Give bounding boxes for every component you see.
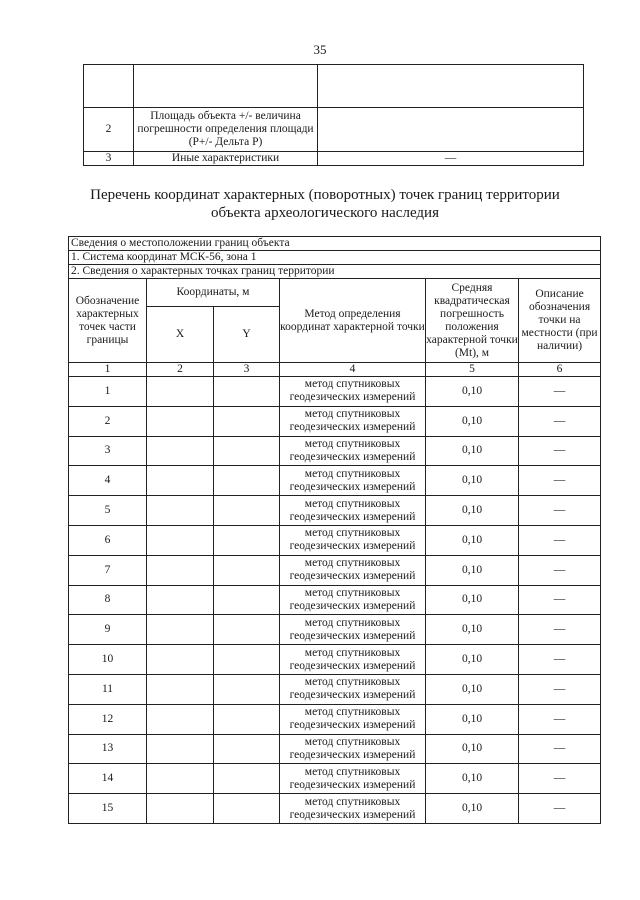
- characteristic-number: 3: [84, 152, 134, 166]
- column-number: 6: [519, 363, 601, 377]
- error-value: 0,10: [426, 406, 519, 436]
- error-value: 0,10: [426, 645, 519, 675]
- point-description: —: [519, 496, 601, 526]
- y-coordinate: [214, 436, 280, 466]
- error-value: 0,10: [426, 496, 519, 526]
- method-cell: метод спутниковых геодезических измерений: [280, 764, 426, 794]
- method-header: Метод определения координат характерной точки: [280, 279, 426, 363]
- point-description: —: [519, 734, 601, 764]
- error-value: 0,10: [426, 734, 519, 764]
- point-row: [69, 496, 601, 526]
- point-row: [69, 645, 601, 675]
- point-row: [69, 734, 601, 764]
- y-coordinate: [214, 525, 280, 555]
- y-coordinate: [214, 585, 280, 615]
- point-number: 12: [69, 704, 147, 734]
- characteristics-row: [84, 152, 584, 166]
- point-number: 8: [69, 585, 147, 615]
- characteristic-number: [84, 65, 134, 108]
- point-description: —: [519, 704, 601, 734]
- error-value: 0,10: [426, 674, 519, 704]
- characteristics-row: [84, 108, 584, 152]
- x-coordinate: [147, 704, 214, 734]
- method-cell: метод спутниковых геодезических измерений: [280, 585, 426, 615]
- point-number: 9: [69, 615, 147, 645]
- y-coordinate: [214, 764, 280, 794]
- error-value: 0,10: [426, 704, 519, 734]
- point-description: —: [519, 436, 601, 466]
- error-value: 0,10: [426, 525, 519, 555]
- point-description: —: [519, 794, 601, 824]
- method-cell: метод спутниковых геодезических измерений: [280, 674, 426, 704]
- x-coordinate: [147, 436, 214, 466]
- x-coordinate: [147, 615, 214, 645]
- y-coordinate: [214, 555, 280, 585]
- characteristic-name: Площадь объекта +/- величина погрешности определения площади (Р+/- Дельта Р): [134, 108, 318, 152]
- point-row: [69, 674, 601, 704]
- x-coordinate: [147, 645, 214, 675]
- x-coordinate: [147, 525, 214, 555]
- y-coordinate: [214, 734, 280, 764]
- characteristic-value: —: [318, 152, 584, 166]
- point-row: [69, 377, 601, 407]
- column-number: 2: [147, 363, 214, 377]
- description-header: Описание обозначения точки на местности (при наличии): [519, 279, 601, 363]
- characteristic-value: [318, 108, 584, 152]
- x-coordinate: [147, 406, 214, 436]
- x-coordinate: [147, 764, 214, 794]
- point-row: [69, 525, 601, 555]
- point-description: —: [519, 645, 601, 675]
- point-row: [69, 585, 601, 615]
- point-description: —: [519, 764, 601, 794]
- point-description: —: [519, 377, 601, 407]
- y-coordinate: [214, 377, 280, 407]
- y-coordinate: [214, 496, 280, 526]
- point-number: 14: [69, 764, 147, 794]
- point-row: [69, 704, 601, 734]
- y-coordinate: [214, 466, 280, 496]
- x-header: X: [147, 307, 214, 363]
- point-description: —: [519, 674, 601, 704]
- y-coordinate: [214, 615, 280, 645]
- page-number: 35: [313, 42, 327, 57]
- characteristic-number: 2: [84, 108, 134, 152]
- error-value: 0,10: [426, 764, 519, 794]
- column-number: 1: [69, 363, 147, 377]
- point-row: [69, 406, 601, 436]
- method-cell: метод спутниковых геодезических измерений: [280, 645, 426, 675]
- method-cell: метод спутниковых геодезических измерений: [280, 555, 426, 585]
- point-row: [69, 794, 601, 824]
- x-coordinate: [147, 377, 214, 407]
- x-coordinate: [147, 466, 214, 496]
- method-cell: метод спутниковых геодезических измерений: [280, 734, 426, 764]
- characteristic-name: Иные характеристики: [134, 152, 318, 166]
- error-value: 0,10: [426, 615, 519, 645]
- y-coordinate: [214, 406, 280, 436]
- point-number: 10: [69, 645, 147, 675]
- point-row: [69, 436, 601, 466]
- error-value: 0,10: [426, 585, 519, 615]
- point-row: [69, 615, 601, 645]
- characteristics-row: [84, 65, 584, 108]
- point-description: —: [519, 466, 601, 496]
- section-heading: [60, 186, 590, 222]
- y-coordinate: [214, 704, 280, 734]
- point-number: 3: [69, 436, 147, 466]
- error-value: 0,10: [426, 377, 519, 407]
- point-row: [69, 555, 601, 585]
- point-description: —: [519, 555, 601, 585]
- coordinates-table: [68, 236, 601, 824]
- error-header: Средняя квадратическая погрешность положения характерной точки (Mt), м: [426, 279, 519, 363]
- method-cell: метод спутниковых геодезических измерений: [280, 525, 426, 555]
- method-cell: метод спутниковых геодезических измерений: [280, 704, 426, 734]
- method-cell: метод спутниковых геодезических измерений: [280, 406, 426, 436]
- coordinates-header: Координаты, м: [147, 279, 280, 307]
- characteristics-table-body: [84, 65, 584, 166]
- point-number: 7: [69, 555, 147, 585]
- error-value: 0,10: [426, 436, 519, 466]
- x-coordinate: [147, 794, 214, 824]
- method-cell: метод спутниковых геодезических измерений: [280, 794, 426, 824]
- point-description: —: [519, 406, 601, 436]
- point-number: 15: [69, 794, 147, 824]
- x-coordinate: [147, 496, 214, 526]
- point-row: [69, 764, 601, 794]
- point-number: 1: [69, 377, 147, 407]
- point-description: —: [519, 585, 601, 615]
- characteristics-table: [83, 64, 584, 166]
- section-title: Сведения о местоположении границ объекта: [69, 237, 601, 251]
- x-coordinate: [147, 674, 214, 704]
- column-number: 4: [280, 363, 426, 377]
- point-description: —: [519, 615, 601, 645]
- x-coordinate: [147, 555, 214, 585]
- point-number: 4: [69, 466, 147, 496]
- y-header: Y: [214, 307, 280, 363]
- method-cell: метод спутниковых геодезических измерений: [280, 615, 426, 645]
- error-value: 0,10: [426, 794, 519, 824]
- point-number: 2: [69, 406, 147, 436]
- column-number: 5: [426, 363, 519, 377]
- point-number: 13: [69, 734, 147, 764]
- method-cell: метод спутниковых геодезических измерений: [280, 496, 426, 526]
- points-section-title: 2. Сведения о характерных точках границ территории: [69, 265, 601, 279]
- y-coordinate: [214, 645, 280, 675]
- point-row: [69, 466, 601, 496]
- method-cell: метод спутниковых геодезических измерений: [280, 466, 426, 496]
- point-number: 11: [69, 674, 147, 704]
- y-coordinate: [214, 674, 280, 704]
- error-value: 0,10: [426, 555, 519, 585]
- characteristic-value: [318, 65, 584, 108]
- point-number: 5: [69, 496, 147, 526]
- x-coordinate: [147, 734, 214, 764]
- coordinates-table-body: [69, 237, 601, 824]
- coordinate-system: 1. Система координат МСК-56, зона 1: [69, 251, 601, 265]
- designation-header: Обозначение характерных точек части границы: [69, 279, 147, 363]
- heading-line-1: Перечень координат характерных (поворотных) точек границ территории: [90, 187, 560, 203]
- x-coordinate: [147, 585, 214, 615]
- point-description: —: [519, 525, 601, 555]
- column-number: 3: [214, 363, 280, 377]
- characteristic-name: [134, 65, 318, 108]
- error-value: 0,10: [426, 466, 519, 496]
- y-coordinate: [214, 794, 280, 824]
- point-number: 6: [69, 525, 147, 555]
- method-cell: метод спутниковых геодезических измерений: [280, 436, 426, 466]
- method-cell: метод спутниковых геодезических измерений: [280, 377, 426, 407]
- heading-line-2: объекта археологического наследия: [211, 205, 439, 221]
